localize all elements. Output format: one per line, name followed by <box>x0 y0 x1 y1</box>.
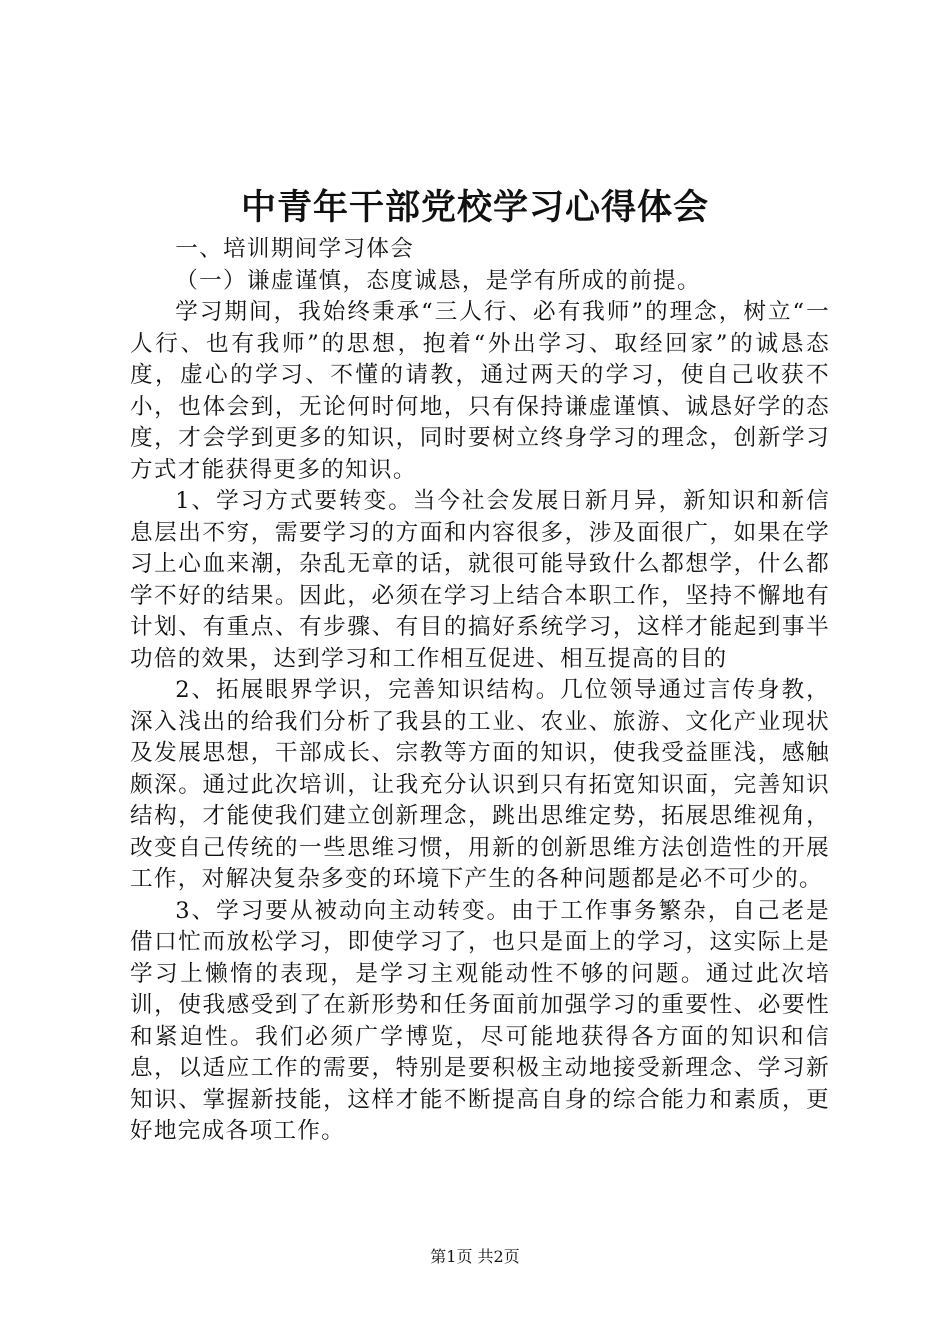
body-paragraph: 1、学习方式要转变。当今社会发展日新月异，新知识和新信息层出不穷，需要学习的方面和内容很多，涉及面很广，如果在学习上心血来潮，杂乱无章的话，就很可能导致什么都想学，什么都学不好的结果。因此，必须在学习上结合本职工作，坚持不懈地有计划、有重点、有步骤、有目的搞好系统学习，这样才能起到事半功倍的效果，达到学习和工作相互促进、相互提高的目的 <box>130 488 830 672</box>
body-paragraph: 学习期间，我始终秉承“三人行、必有我师”的理念，树立“一人行、也有我师”的思想，抱着“外出学习、取经回家”的诚恳态度，虚心的学习、不懂的请教，通过两天的学习，使自己收获不小，也体会到，无论何时何地，只有保持谦虚谨慎、诚恳好学的态度，才会学到更多的知识，同时要树立终身学习的理念，创新学习方式才能获得更多的知识。 <box>130 299 830 483</box>
document-body <box>130 234 830 1148</box>
body-paragraph: 2、拓展眼界学识，完善知识结构。几位领导通过言传身教，深入浅出的给我们分析了我县的工业、农业、旅游、文化产业现状及发展思想，干部成长、宗教等方面的知识，使我受益匪浅，感触颇深。通过此次培训，让我充分认识到只有拓宽知识面，完善知识结构，才能使我们建立创新理念，跳出思维定势，拓展思维视角，改变自己传统的一些思维习惯，用新的创新思维方法创造性的开展工作，对解决复杂多变的环境下产生的各种问题都是必不可少的。 <box>130 677 830 892</box>
subsection-heading: （一）谦虚谨慎，态度诚恳，是学有所成的前提。 <box>175 267 701 294</box>
body-paragraph: 3、学习要从被动向主动转变。由于工作事务繁杂，自己老是借口忙而放松学习，即使学习了，也只是面上的学习，这实际上是学习上懒惰的表现，是学习主观能动性不够的问题。通过此次培训，使我感受到了在新形势和任务面前加强学习的重要性、必要性和紧迫性。我们必须广学博览，尽可能地获得各方面的知识和信息，以适应工作的需要，特别是要积极主动地接受新理念、学习新知识、掌握新技能，这样才能不断提高自身的综合能力和素质，更好地完成各项工作。 <box>130 897 830 1144</box>
section-heading: 一、培训期间学习体会 <box>175 236 415 262</box>
document-title: 中青年干部党校学习心得体会 <box>240 187 709 228</box>
page-footer: 第1页 共2页 <box>430 1247 520 1266</box>
